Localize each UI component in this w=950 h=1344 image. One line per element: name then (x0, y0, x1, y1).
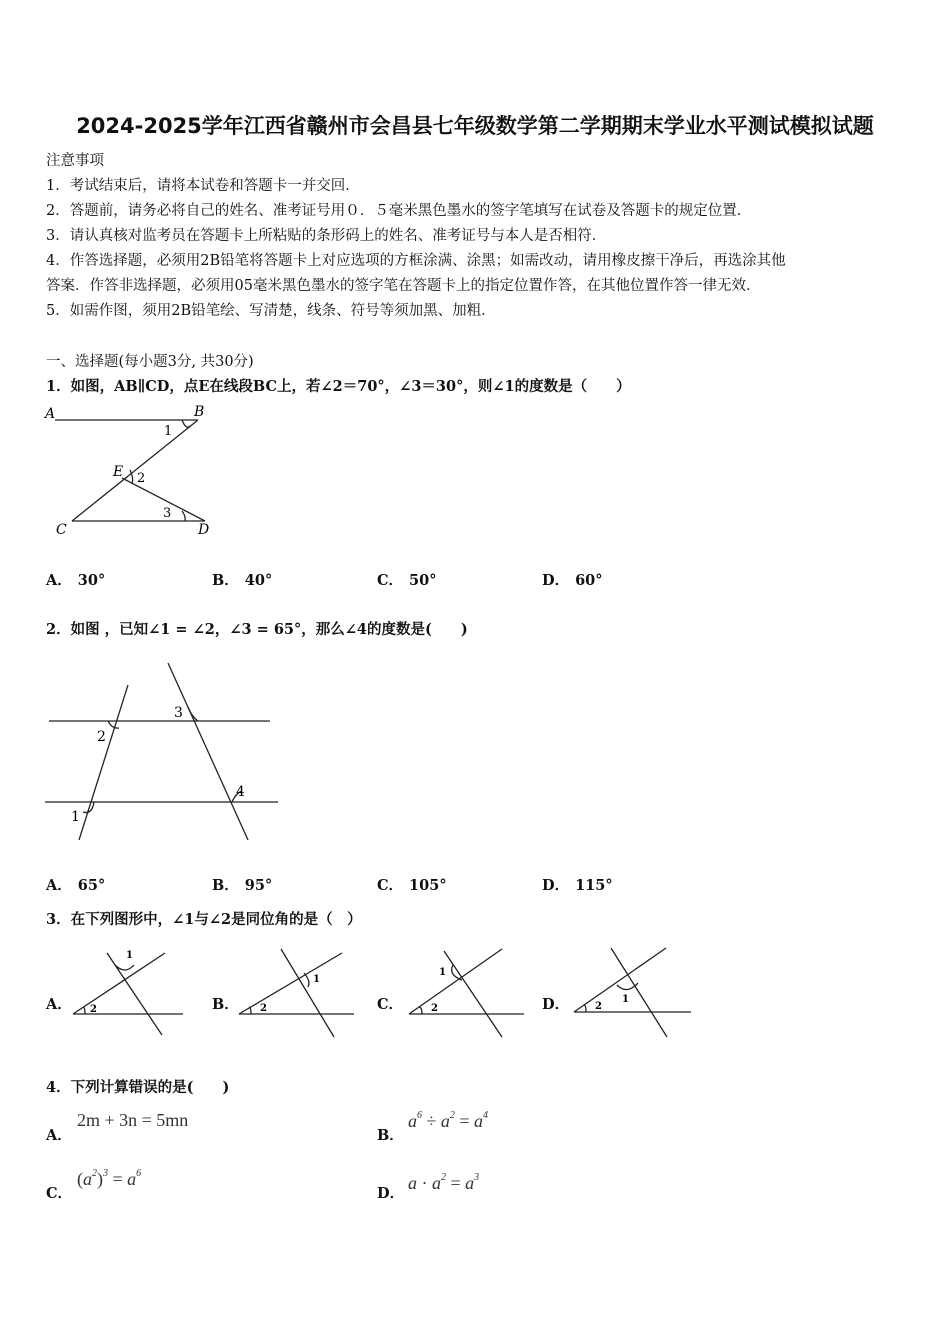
q1-option-c[interactable]: C． 50° (377, 572, 437, 589)
note-item: 5．如需作图，须用2B铅笔绘、写清楚，线条、符号等须加黑、加粗． (46, 303, 496, 319)
note-item: 2．答题前，请务必将自己的姓名、准考证号用０．５毫米黑色墨水的签字笔填写在试卷及答题卡的规定位置． (46, 203, 752, 219)
label-a: A (45, 406, 56, 422)
q3-figure-a (70, 945, 190, 1040)
q1-figure (40, 400, 230, 545)
svg-text:2: 2 (90, 1004, 97, 1015)
q3-figure-c (406, 945, 531, 1040)
note-item: 1．考试结束后，请将本试卷和答题卡一并交回． (46, 178, 360, 194)
svg-text:1: 1 (439, 967, 446, 978)
notes-block (46, 149, 906, 324)
q3-option-a[interactable]: A． (46, 996, 72, 1013)
angle-4-label: 4 (236, 784, 245, 800)
q4-option-a[interactable]: A． (46, 1127, 72, 1144)
note-item: 4．作答选择题，必须用2B铅笔将答题卡上对应选项的方框涂满、涂黑；如需改动，请用橡皮擦干净后，再选涂其他 (46, 253, 786, 269)
q1-option-b[interactable]: B． 40° (212, 572, 273, 589)
q4-option-c[interactable]: C． (46, 1185, 73, 1202)
question-4-text: 4．下列计算错误的是( ) (46, 1079, 230, 1096)
q2-option-d[interactable]: D． 115° (542, 877, 613, 894)
q3-figure-b (236, 945, 361, 1040)
q3-option-b[interactable]: B． (212, 996, 239, 1013)
label-c: C (56, 522, 67, 538)
q3-option-d[interactable]: D． (542, 996, 570, 1013)
angle-3-label: 3 (174, 705, 183, 721)
svg-text:2: 2 (260, 1003, 267, 1014)
q2-option-c[interactable]: C． 105° (377, 877, 447, 894)
q4-expr-d: $a \cdot a^2 = a^3$ (408, 1172, 480, 1193)
label-d: D (198, 522, 210, 538)
svg-text:1: 1 (622, 994, 629, 1005)
q4-expr-a: 2m + 3n = 5mn (77, 1110, 189, 1130)
note-item: 3．请认真核对监考员在答题卡上所粘贴的条形码上的姓名、准考证号与本人是否相符． (46, 228, 607, 244)
q4-expr-c: $(a^2)^3 = a^6$ (77, 1168, 142, 1189)
note-item: 答案．作答非选择题，必须用05毫米黑色墨水的签字笔在答题卡上的指定位置作答，在其他位置作答一律无效． (46, 278, 761, 294)
q3-option-c[interactable]: C． (377, 996, 404, 1013)
label-b: B (194, 404, 205, 420)
section-heading: 一、选择题(每小题3分, 共30分) (46, 354, 254, 370)
q4-expr-b: $a^6 \div a^2 = a^4$ (408, 1110, 489, 1131)
q2-option-b[interactable]: B． 95° (212, 877, 273, 894)
svg-text:1: 1 (313, 974, 320, 985)
question-1-text: 1．如图，AB∥CD，点E在线段BC上，若∠2＝70°，∠3＝30°，则∠1的度数是（ ） (46, 378, 631, 395)
angle-1-label: 1 (71, 809, 80, 825)
notes-heading: 注意事项 (46, 153, 104, 169)
q4-option-b[interactable]: B． (377, 1127, 404, 1144)
angle-3-label: 3 (163, 506, 172, 521)
angle-2-label: 2 (137, 471, 146, 486)
label-e: E (113, 464, 124, 480)
q1-option-d[interactable]: D． 60° (542, 572, 603, 589)
svg-text:2: 2 (595, 1001, 602, 1012)
q2-figure (40, 655, 285, 850)
q1-option-a[interactable]: A． 30° (46, 572, 106, 589)
page-title: 2024-2025学年江西省赣州市会昌县七年级数学第二学期期末学业水平测试模拟试题 (76, 114, 874, 138)
q3-figure-d (571, 945, 696, 1040)
svg-text:1: 1 (126, 950, 133, 961)
q4-option-d[interactable]: D． (377, 1185, 405, 1202)
angle-2-label: 2 (97, 729, 106, 745)
question-3-text: 3．在下列图形中，∠1与∠2是同位角的是（ ） (46, 911, 362, 928)
q2-option-a[interactable]: A． 65° (46, 877, 106, 894)
question-2-text: 2．如图 ，已知∠1 = ∠2，∠3 = 65°，那么∠4的度数是( ) (46, 621, 468, 638)
angle-1-label: 1 (164, 424, 173, 439)
svg-text:2: 2 (431, 1003, 438, 1014)
